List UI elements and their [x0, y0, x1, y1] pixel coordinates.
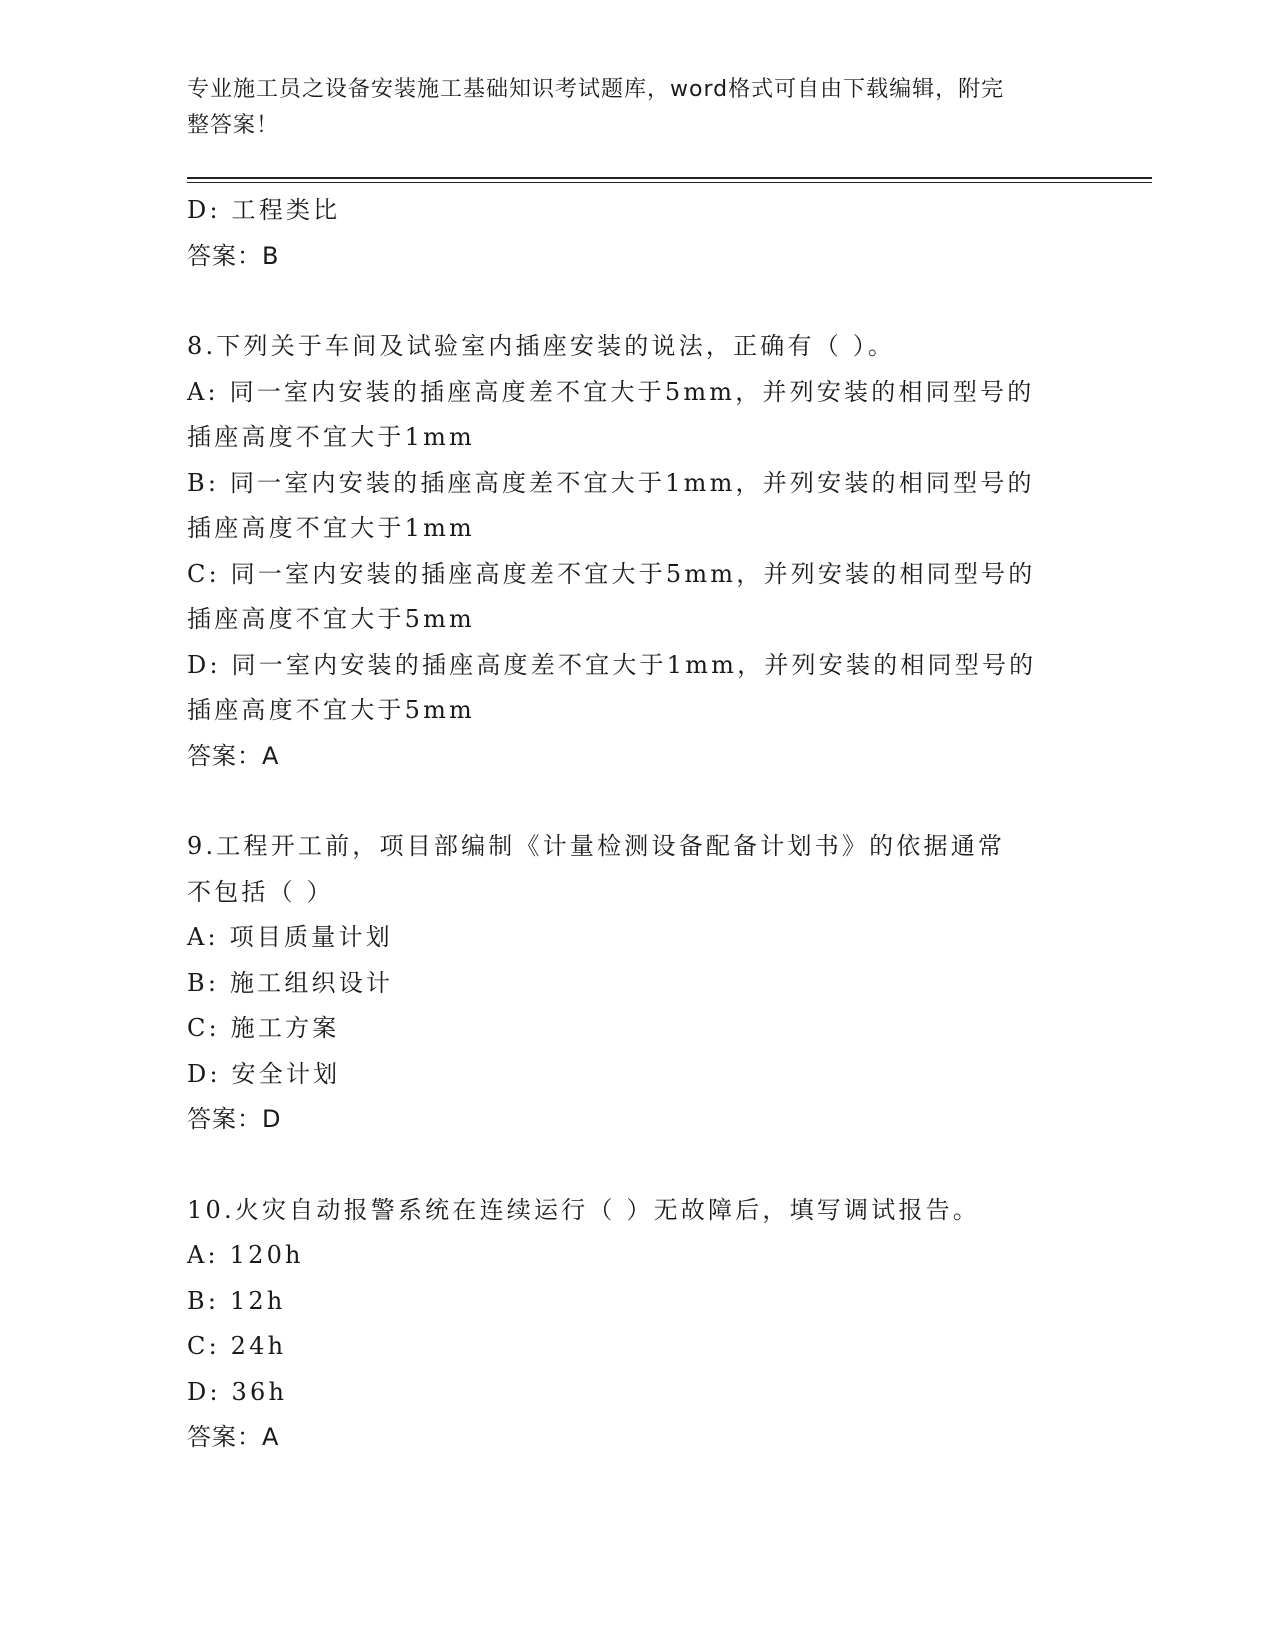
question-9	[187, 824, 1087, 1143]
option-b: B: 12h	[187, 1286, 286, 1315]
option-c-line-1: C: 同一室内安装的插座高度差不宜大于5mm，并列安装的相同型号的	[187, 559, 1036, 588]
option-a: A: 120h	[187, 1241, 304, 1269]
spacer	[187, 279, 1087, 324]
header-rule-thin	[187, 182, 1152, 183]
option-b: B: 施工组织设计	[187, 968, 394, 997]
question-stem: 10.火灾自动报警系统在连续运行（ ）无故障后，填写调试报告。	[187, 1195, 980, 1224]
question-stem-line-1: 9.工程开工前，项目部编制《计量检测设备配备计划书》的依据通常	[187, 832, 1006, 860]
question-8	[187, 324, 1087, 779]
header-line-2: 整答案！	[187, 113, 280, 138]
option-a-line-1: A: 同一室内安装的插座高度差不宜大于5mm，并列安装的相同型号的	[187, 377, 1035, 406]
prev-answer: 答案：B	[187, 241, 280, 270]
option-d-line-2: 插座高度不宜大于5mm	[187, 696, 475, 724]
option-a-line-2: 插座高度不宜大于1mm	[187, 423, 475, 451]
spacer	[187, 1143, 1087, 1188]
option-c: C: 24h	[187, 1332, 287, 1360]
question-stem: 8.下列关于车间及试验室内插座安装的说法，正确有（ ）。	[187, 332, 896, 360]
question-content	[187, 188, 1087, 1461]
option-d: D: 36h	[187, 1377, 288, 1406]
document-header	[187, 72, 1067, 144]
option-d-line-1: D: 同一室内安装的插座高度差不宜大于1mm，并列安装的相同型号的	[187, 650, 1037, 679]
option-c-line-2: 插座高度不宜大于5mm	[187, 605, 475, 633]
prev-option-d: D: 工程类比	[187, 196, 341, 224]
answer: 答案：D	[187, 1105, 282, 1133]
option-c: C: 施工方案	[187, 1014, 340, 1042]
header-rule-thick	[187, 177, 1152, 179]
answer: 答案：A	[187, 1423, 280, 1451]
option-d: D: 安全计划	[187, 1059, 341, 1088]
option-b-line-1: B: 同一室内安装的插座高度差不宜大于1mm，并列安装的相同型号的	[187, 468, 1035, 497]
question-stem-line-2: 不包括（ ）	[187, 877, 334, 906]
option-b-line-2: 插座高度不宜大于1mm	[187, 514, 475, 542]
document-page	[187, 0, 1152, 1650]
answer: 答案：A	[187, 741, 280, 770]
option-a: A: 项目质量计划	[187, 923, 393, 951]
question-10	[187, 1188, 1087, 1461]
spacer	[187, 779, 1087, 824]
header-line-1: 专业施工员之设备安装施工基础知识考试题库，word格式可自由下载编辑，附完	[187, 77, 1005, 102]
